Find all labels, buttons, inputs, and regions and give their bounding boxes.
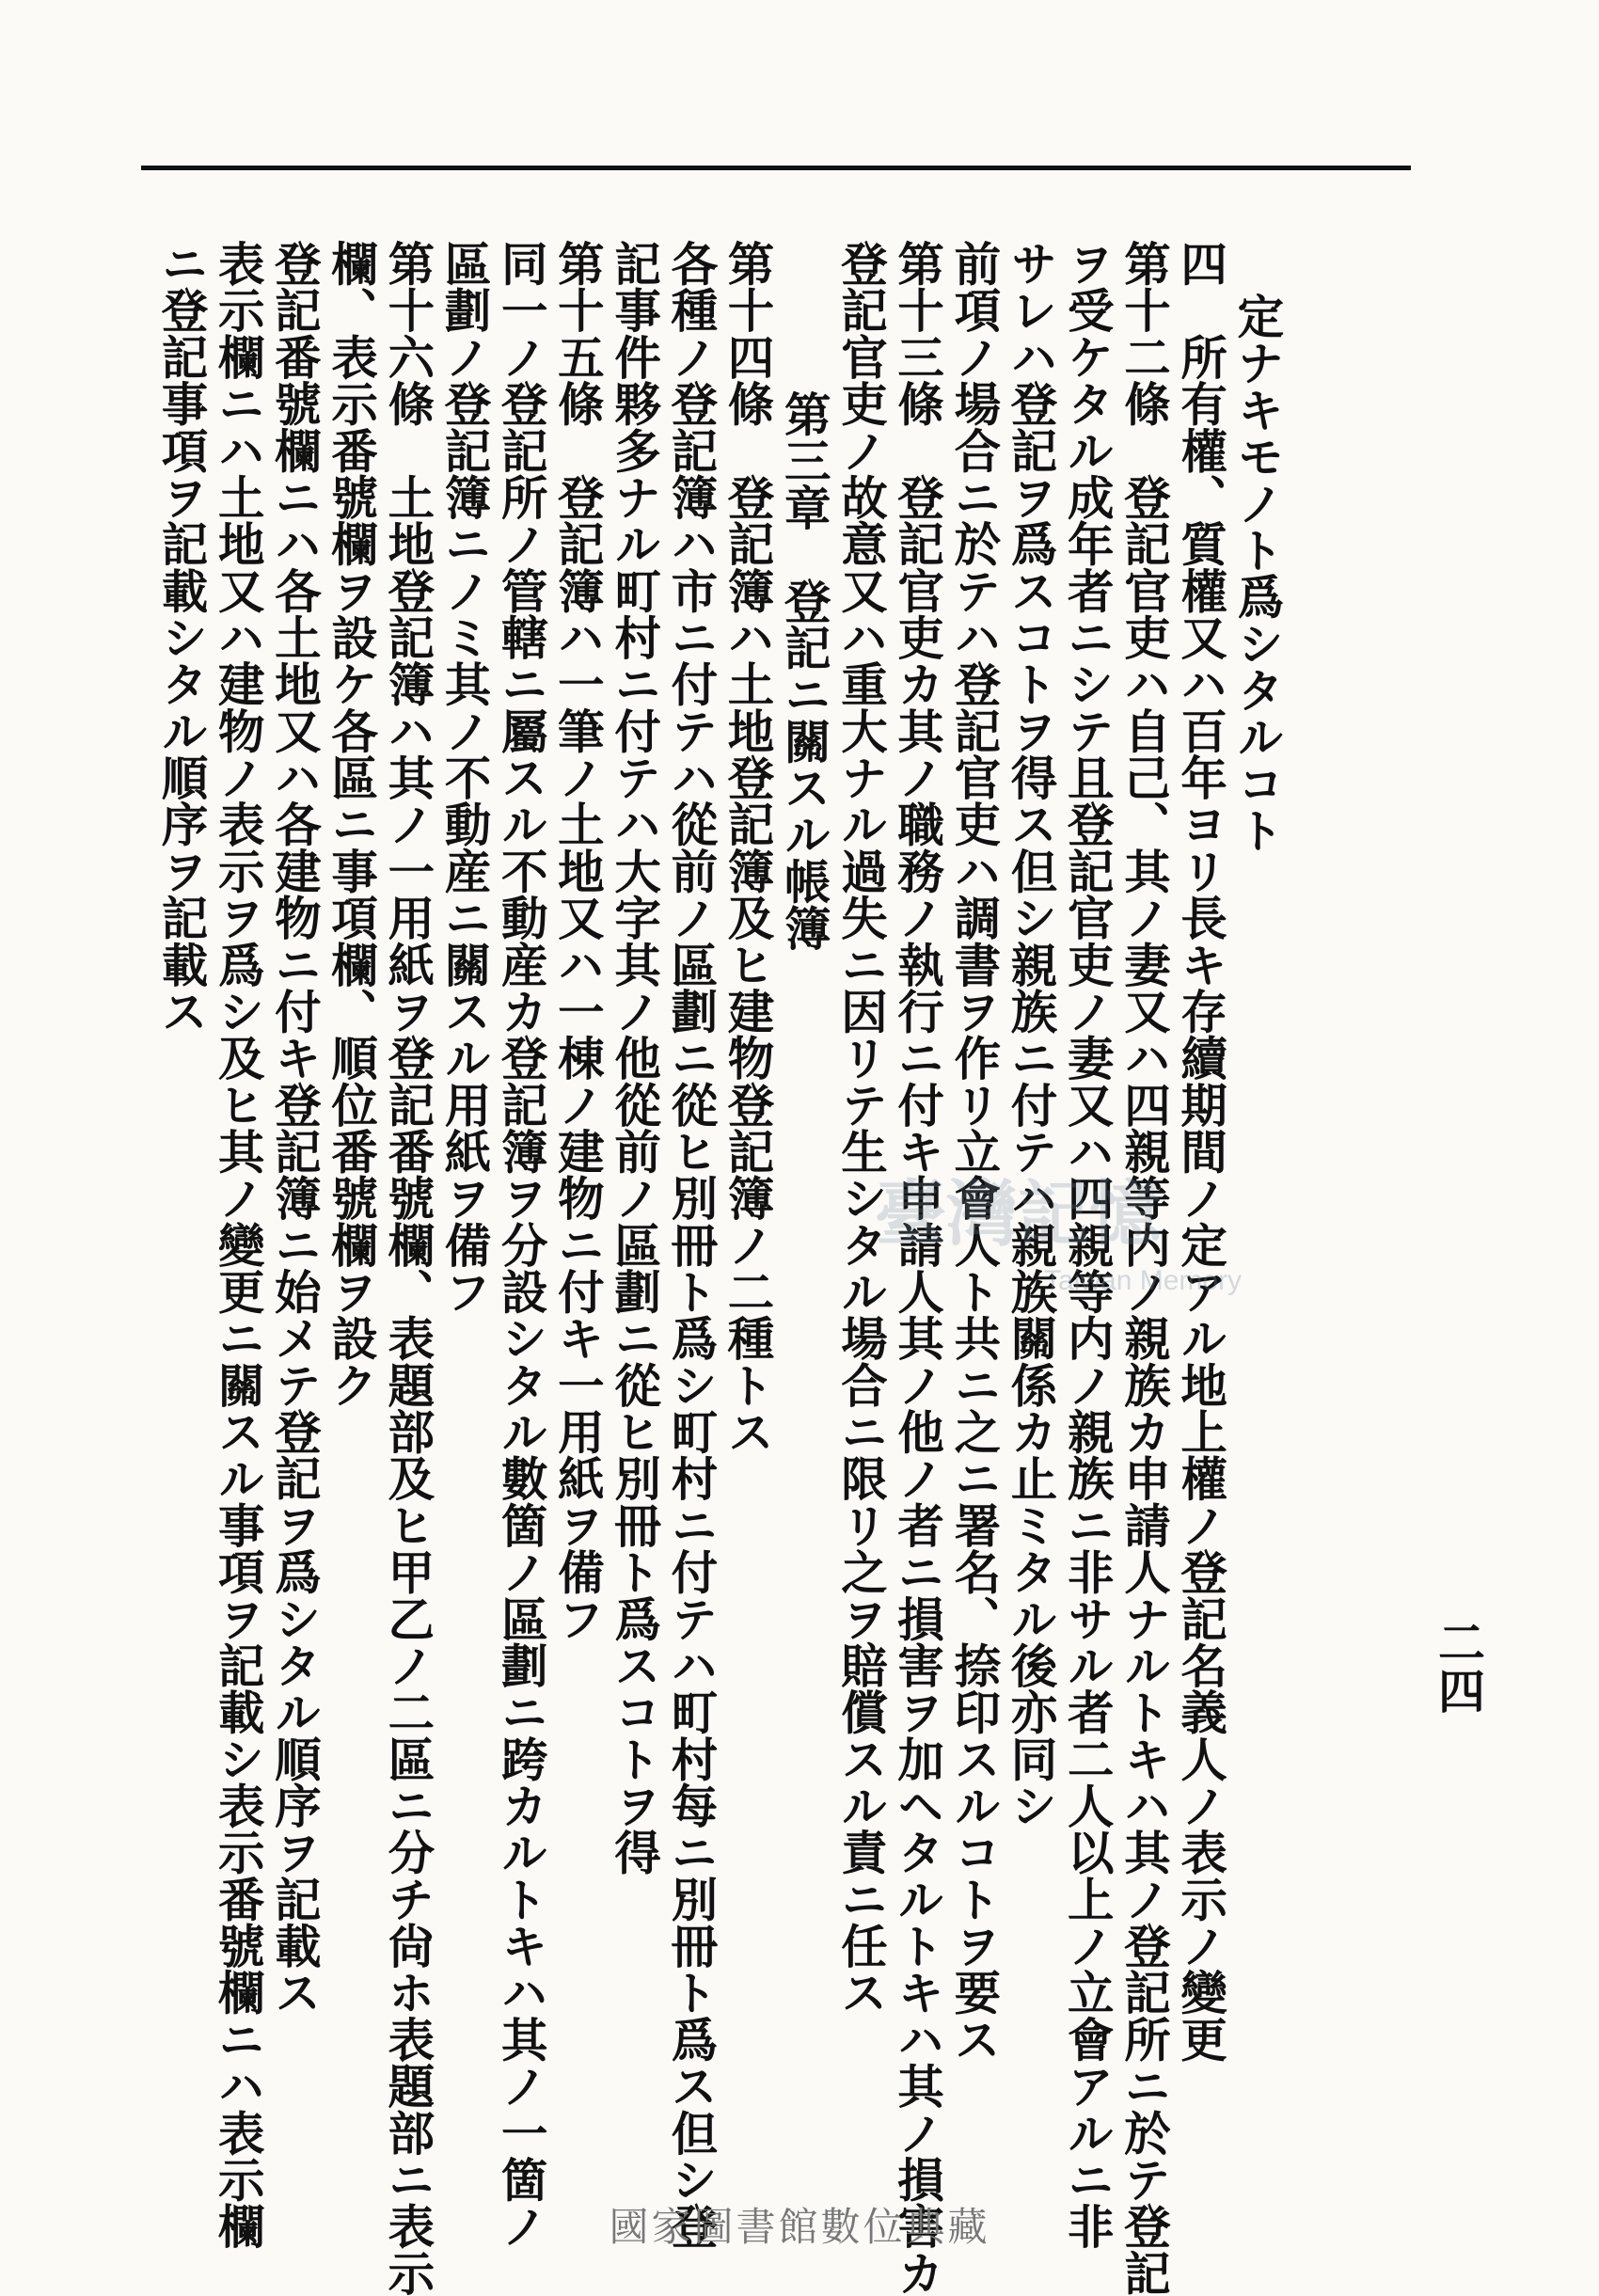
page-number: 二四	[1431, 1618, 1486, 1716]
article-15-column-2: 同一ノ登記所ノ管轄ニ屬スル不動産カ登記簿ヲ分設シタル數箇ノ區劃ニ跨カルトキハ其ノ一箇ノ	[494, 240, 549, 2250]
article-16-column-2: 欄、表示番號欄ヲ設ケ各區ニ事項欄、順位番號欄ヲ設ク	[324, 240, 379, 1408]
article-16-column-3: 登記番號欄ニハ各土地又ハ各建物ニ付キ登記簿ニ始メテ登記ヲ爲シタル順序ヲ記載ス	[267, 240, 323, 2016]
text-column-2: 四 所有權、質權又ハ百年ヨリ長キ存續期間ノ定アル地上權ノ登記名義人ノ表示ノ變更	[1173, 240, 1228, 2063]
article-16-column-1: 第十六條 土地登記簿ハ其ノ一用紙ヲ登記番號欄、表題部及ヒ甲乙ノ二區ニ分チ尙ホ表題部ニ表示	[380, 240, 435, 2296]
article-15-column-3: 區劃ノ登記簿ニノミ其ノ不動産ニ關スル用紙ヲ備フ	[437, 240, 493, 1315]
article-14-column-2: 各種ノ登記簿ハ市ニ付テハ從前ノ區劃ニ從ヒ別冊ト爲シ町村ニ付テハ町村每ニ別冊ト爲ス但シ登	[663, 240, 719, 2250]
article-14-column-3: 記事件夥多ナル町村ニ付テハ大字其ノ他從前ノ區劃ニ從ヒ別冊ト爲スコトヲ得	[607, 240, 662, 1876]
article-12-column-1: 第十二條 登記官吏ハ自己、其ノ妻又ハ四親等内ノ親族カ申請人ナルトキハ其ノ登記所ニ於テ登記	[1116, 240, 1172, 2296]
text-column-1: 定ナキモノト爲シタルコト	[1229, 293, 1285, 854]
footer-caption: 國家圖書館數位典藏	[609, 2204, 990, 2250]
article-15-column-1: 第十五條 登記簿ハ一筆ノ土地又ハ一棟ノ建物ニ付キ一用紙ヲ備フ	[550, 240, 606, 1642]
article-12-column-4: 前項ノ場合ニ於テハ登記官吏ハ調書ヲ作リ立會人ト共ニ之ニ署名、捺印スルコトヲ要ス	[946, 240, 1002, 2063]
article-13-column-1: 第十三條 登記官吏カ其ノ職務ノ執行ニ付キ申請人其ノ他ノ者ニ損害ヲ加ヘタルトキハ其ノ損害カ	[890, 240, 945, 2296]
watermark-subtitle: Taiwan Memory	[1044, 1265, 1243, 1296]
article-13-column-2: 登記官吏ノ故意又ハ重大ナル過失ニ因リテ生シタル場合ニ限リ之ヲ賠償スル責ニ任ス	[833, 240, 889, 2016]
article-12-column-3: サレハ登記ヲ爲スコトヲ得ス但シ親族ニ付テハ親族關係カ止ミタル後亦同シ	[1004, 240, 1059, 1829]
watermark-logo: 臺灣記憶	[875, 1172, 1161, 1256]
article-14-column-1: 第十四條 登記簿ハ土地登記簿及ヒ建物登記簿ノ二種トス	[720, 240, 776, 1455]
article-16-column-4: 表示欄ニハ土地又ハ建物ノ表示ヲ爲シ及ヒ其ノ變更ニ關スル事項ヲ記載シ表示番號欄ニハ表示欄	[211, 240, 266, 2250]
chapter-3-heading: 第三章 登記ニ關スル帳簿	[777, 390, 832, 952]
article-16-column-5: ニ登記事項ヲ記載シタル順序ヲ記載ス	[154, 240, 209, 1035]
article-12-column-2: ヲ受ケタル成年者ニシテ且登記官吏ノ妻又ハ四親等内ノ親族ニ非サル者二人以上ノ立會アルニ非	[1060, 240, 1116, 2250]
top-rule	[141, 166, 1411, 170]
